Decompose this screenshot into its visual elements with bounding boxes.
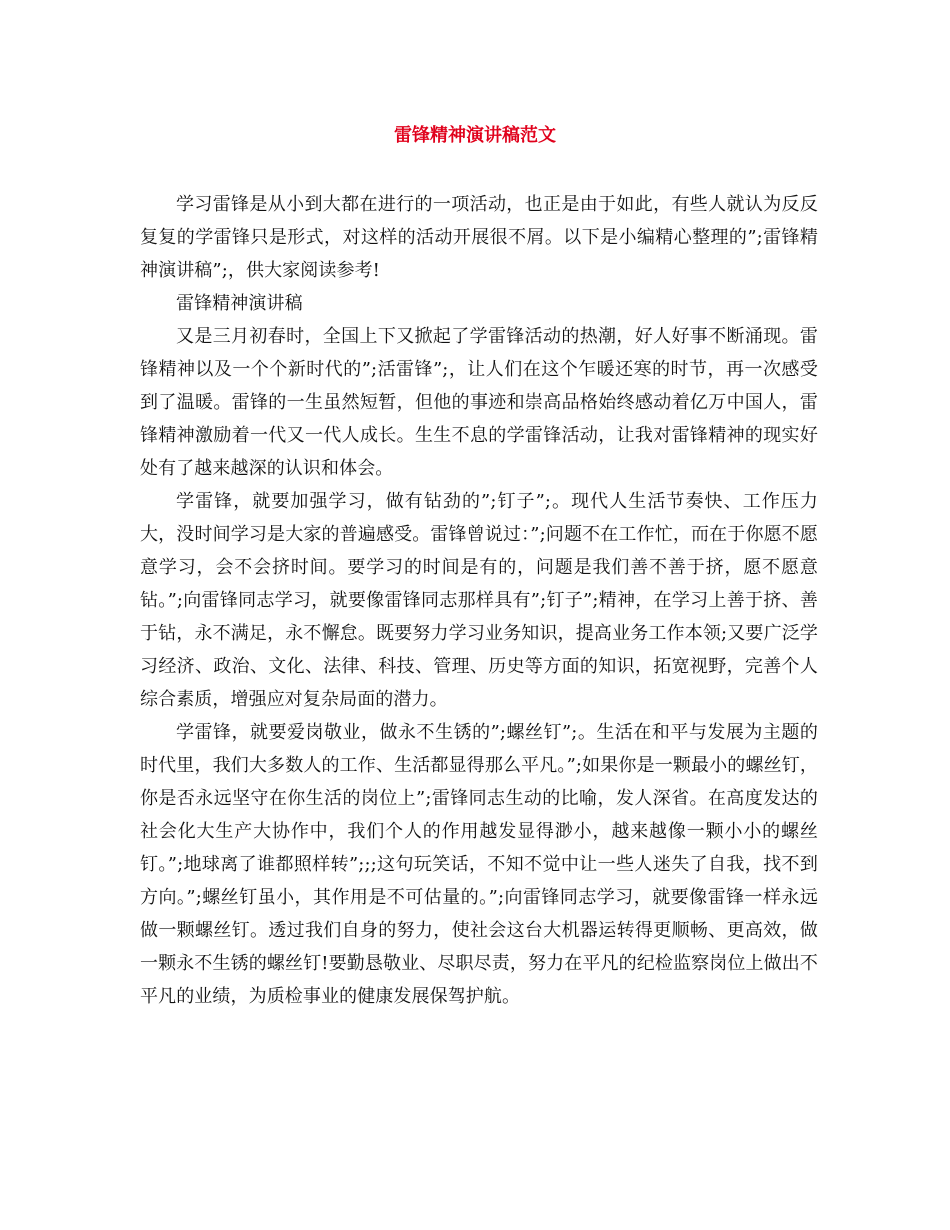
paragraph-subheading: 雷锋精神演讲稿 [176, 293, 303, 314]
paragraph-study: 学雷锋，就要加强学习，做有钻劲的”;钉子”;。现代人生活节奏快、工作压力大，没时间学习是大家的普遍感受。雷锋曾说过：”;问题不在工作忙，而在于你愿不愿意学习，会不会挤时间。要学习的时间是有的，问题是我们善不善于挤，愿不愿意钻。”;向雷锋同志学习，就要像雷锋同志那样具有”;钉子”;精神，在学习上善于挤、善于钻，永不满足，永不懈怠。既要努力学习业务知识，提高业务工作本领;又要广泛学习经济、政治、文化、法律、科技、管理、历史等方面的知识，拓宽视野，完善个人综合素质，增强应对复杂局面的潜力。 [140, 491, 818, 710]
paragraph-intro: 学习雷锋是从小到大都在进行的一项活动，也正是由于如此，有些人就认为反反复复的学雷锋只是形式，对这样的活动开展很不屑。以下是小编精心整理的”;雷锋精神演讲稿”;，供大家阅读参考! [140, 194, 818, 281]
document-body [140, 188, 818, 1013]
paragraph-dedication: 学雷锋，就要爱岗敬业，做永不生锈的”;螺丝钉”;。生活在和平与发展为主题的时代里，我们大多数人的工作、生活都显得那么平凡。”;如果你是一颗最小的螺丝钉，你是否永远坚守在你生活的岗位上”;雷锋同志生动的比喻，发人深省。在高度发达的社会化大生产大协作中，我们个人的作用越发显得渺小，越来越像一颗小小的螺丝钉。”;地球离了谁都照样转”;;;这句玩笑话，不知不觉中让一些人迷失了自我，找不到方向。”;螺丝钉虽小，其作用是不可估量的。”;向雷锋同志学习，就要像雷锋一样永远做一颗螺丝钉。透过我们自身的努力，使社会这台大机器运转得更顺畅、更高效，做一颗永不生锈的螺丝钉!要勤恳敬业、尽职尽责，努力在平凡的纪检监察岗位上做出不平凡的业绩，为质检事业的健康发展保驾护航。 [140, 722, 818, 1007]
document-title: 雷锋精神演讲稿范文 [394, 125, 556, 146]
paragraph-spring: 又是三月初春时，全国上下又掀起了学雷锋活动的热潮，好人好事不断涌现。雷锋精神以及一个个新时代的”;活雷锋”;，让人们在这个乍暖还寒的时节，再一次感受到了温暖。雷锋的一生虽然短暂，但他的事迹和崇高品格始终感动着亿万中国人，雷锋精神激励着一代又一代人成长。生生不息的学雷锋活动，让我对雷锋精神的现实好处有了越来越深的认识和体会。 [140, 326, 818, 479]
